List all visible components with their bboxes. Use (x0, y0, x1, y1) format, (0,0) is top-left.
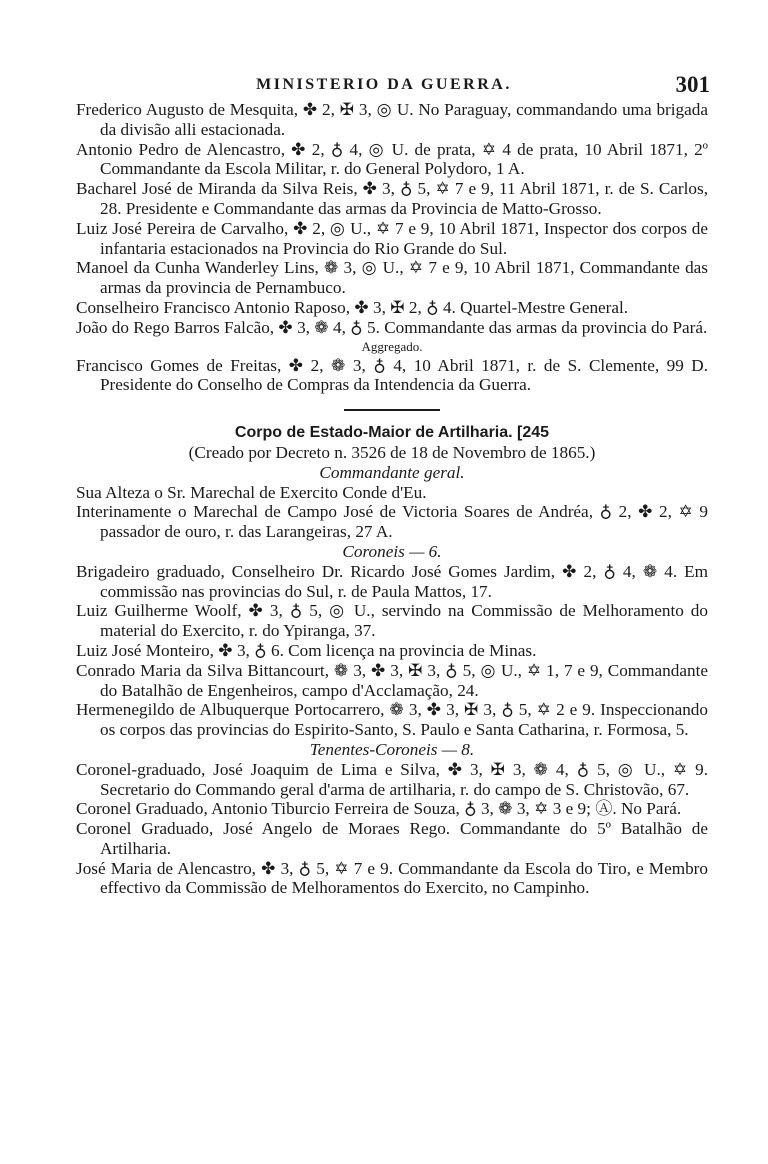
list-item: Antonio Pedro de Alencastro, ✤ 2, ♁ 4, ◎ U. de prata, ✡ 4 de prata, 10 Abril 1871, 2º Commandante da Escola Militar, r. do General Polydoro, 1 A. (76, 139, 708, 179)
tenentes-heading: Tenentes-Coroneis — 8. (309, 739, 475, 759)
list-item: Coronel-graduado, José Joaquim de Lima e Silva, ✤ 3, ✠ 3, ❁ 4, ♁ 5, ◎ U., ✡ 9. Secretario do Commando geral d'arma de artilharia, r. do campo de S. Christovão, 67. (76, 759, 708, 799)
running-head: MINISTERIO DA GUERRA. (256, 76, 512, 93)
page-number: 301 (675, 72, 710, 97)
list-item: Coronel Graduado, Antonio Tiburcio Ferreira de Souza, ♁ 3, ❁ 3, ✡ 3 e 9; Ⓐ. No Pará. (76, 799, 682, 819)
section-subtitle: (Creado por Decreto n. 3526 de 18 de Novembro de 1865.) (188, 442, 596, 462)
list-item: Sua Alteza o Sr. Marechal de Exercito Conde d'Eu. (76, 482, 427, 502)
aggregado-heading: Aggregado. (361, 338, 423, 354)
list-item: Hermenegildo de Albuquerque Portocarrero, ❁ 3, ✤ 3, ✠ 3, ♁ 5, ✡ 2 e 9. Inspeccionando os corpos das provincias do Espirito-Santo, S. Paulo e Santa Catharina, r. Formosa, 5. (76, 700, 708, 740)
list-item: João do Rego Barros Falcão, ✤ 3, ❁ 4, ♁ 5. Commandante das armas da provincia do Pará. (76, 317, 708, 337)
section-title: Corpo de Estado-Maior de Artilharia. [245 (234, 424, 550, 442)
list-item: Luiz Guilherme Woolf, ✤ 3, ♁ 5, ◎ U., servindo na Commissão de Melhoramento do material do Exercito, r. do Ypiranga, 37. (76, 601, 708, 641)
list-item: Coronel Graduado, José Angelo de Moraes Rego. Commandante do 5º Batalhão de Artilharia. (76, 819, 708, 858)
list-item: Luiz José Monteiro, ✤ 3, ♁ 6. Com licença na provincia de Minas. (76, 640, 537, 660)
page-content (76, 100, 708, 898)
commandante-heading: Commandante geral. (319, 462, 465, 482)
list-item: Interinamente o Marechal de Campo José de Victoria Soares de Andréa, ♁ 2, ✤ 2, ✡ 9 passador de ouro, r. das Larangeiras, 27 A. (76, 502, 708, 542)
list-item: Conselheiro Francisco Antonio Raposo, ✤ 3, ✠ 2, ♁ 4. Quartel-Mestre General. (76, 297, 629, 317)
list-item: Bacharel José de Miranda da Silva Reis, ✤ 3, ♁ 5, ✡ 7 e 9, 11 Abril 1871, r. de S. Carlos, 28. Presidente e Commandante das armas da Provincia de Matto-Grosso. (76, 179, 708, 218)
coroneis-heading: Coroneis — 6. (342, 541, 442, 561)
list-item: Luiz José Pereira de Carvalho, ✤ 2, ◎ U., ✡ 7 e 9, 10 Abril 1871, Inspector dos corpos de infantaria estacionados na Provincia do Rio Grande do Sul. (76, 218, 708, 258)
list-item: Francisco Gomes de Freitas, ✤ 2, ❁ 3, ♁ 4, 10 Abril 1871, r. de S. Clemente, 99 D. Presidente do Conselho de Compras da Intendencia da Guerra. (76, 355, 708, 395)
page-header (0, 70, 768, 100)
list-item: José Maria de Alencastro, ✤ 3, ♁ 5, ✡ 7 e 9. Commandante da Escola do Tiro, e Membro effectivo da Commissão de Melhoramentos do Exercito, no Campinho. (76, 858, 708, 898)
section-divider (344, 409, 440, 411)
list-item: Conrado Maria da Silva Bittancourt, ❁ 3, ✤ 3, ✠ 3, ♁ 5, ◎ U., ✡ 1, 7 e 9, Commandante do Batalhão de Engenheiros, campo d'Acclamação, 24. (76, 660, 708, 700)
list-item: Brigadeiro graduado, Conselheiro Dr. Ricardo José Gomes Jardim, ✤ 2, ♁ 4, ❁ 4. Em commissão nas provincias do Sul, r. de Paula Mattos, 17. (76, 561, 708, 601)
list-item: Frederico Augusto de Mesquita, ✤ 2, ✠ 3, ◎ U. No Paraguay, commandando uma brigada da divisão alli estacionada. (76, 100, 708, 139)
list-item: Manoel da Cunha Wanderley Lins, ❁ 3, ◎ U., ✡ 7 e 9, 10 Abril 1871, Commandante das armas da provincia de Pernambuco. (76, 258, 708, 298)
